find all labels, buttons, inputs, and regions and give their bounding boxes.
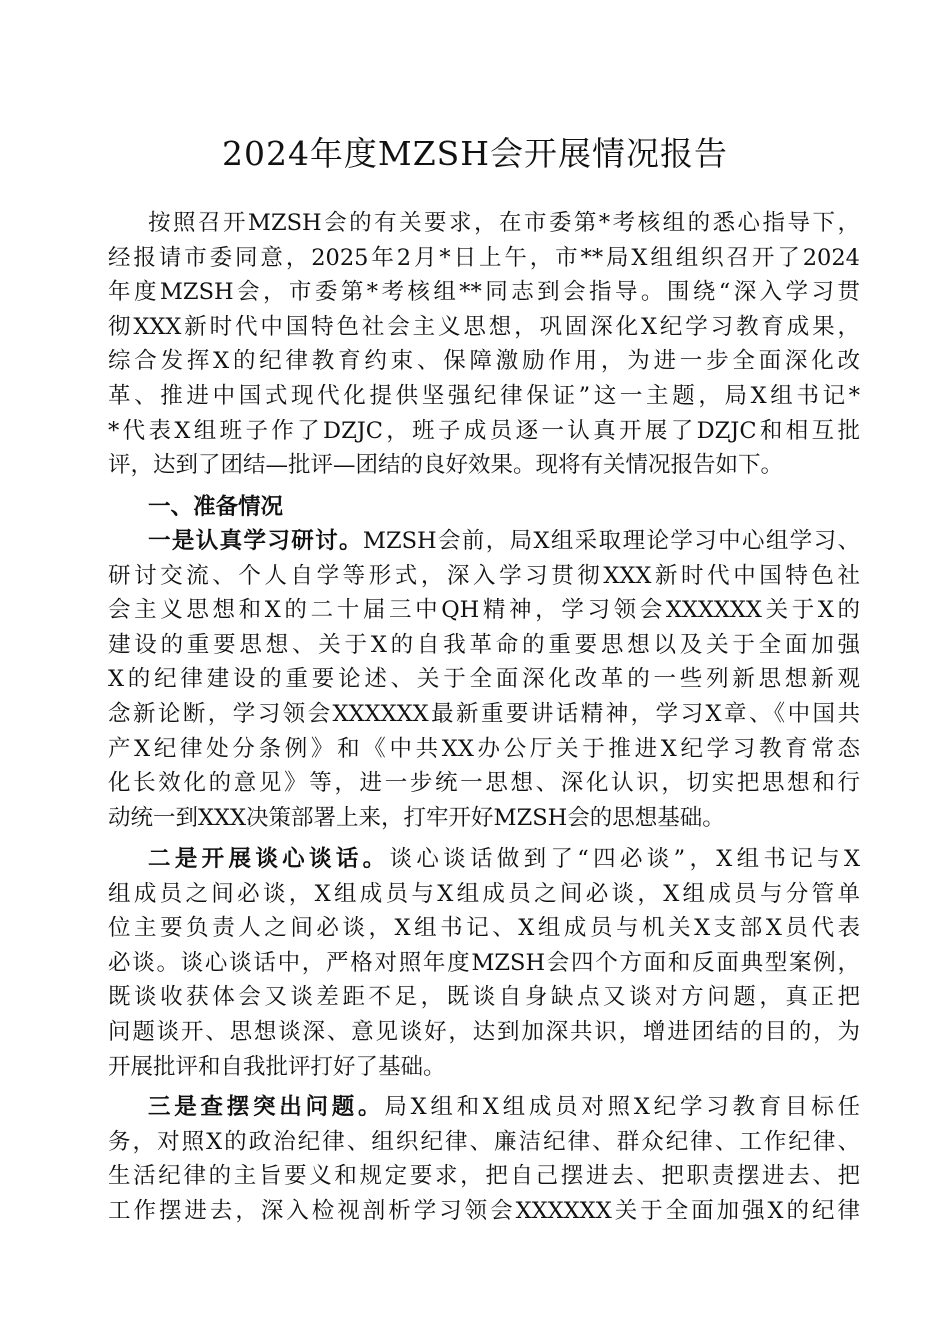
paragraph-line: 位主要负责人之间必谈，X组书记、X组成员与机关X支部X员代表: [108, 915, 860, 942]
paragraph-line: 生活纪律的主旨要义和规定要求，把自己摆进去、把职责摆进去、把: [108, 1163, 860, 1190]
paragraph-line: [108, 1090, 860, 1125]
paragraph-line: 组成员之间必谈，X组成员与X组成员之间必谈，X组成员与分管单: [108, 880, 860, 907]
paragraph-line: 评，达到了团结—批评—团结的良好效果。现将有关情况报告如下。: [108, 452, 784, 479]
paragraph-line: 产X纪律处分条例》和《中共XX办公厅关于推进X纪学习教育常态: [108, 735, 860, 762]
paragraph-line: 按照召开MZSH会的有关要求，在市委第*考核组的悉心指导下，: [148, 210, 860, 236]
section-heading-block: [108, 490, 860, 525]
paragraph-line: *代表X组班子作了DZJC，班子成员逐一认真开展了DZJC和相互批: [108, 417, 860, 444]
paragraph-line: 问题谈开、思想谈深、意见谈好，达到加深共识，增进团结的目的，为: [108, 1018, 860, 1045]
item-text: 谈心谈话做到了“四必谈”，X组书记与X: [389, 846, 860, 872]
paragraph-line: 会主义思想和X的二十届三中QH精神，学习领会XXXXXX关于X的: [108, 597, 860, 624]
paragraph-line: 综合发挥X的纪律教育约束、保障激励作用，为进一步全面深化改: [108, 348, 860, 375]
paragraph-line: 既谈收获体会又谈差距不足，既谈自身缺点又谈对方问题，真正把: [108, 984, 860, 1011]
item-paragraph-3: [108, 1090, 860, 1228]
intro-paragraph: [108, 206, 860, 483]
paragraph-line: 念新论断，学习领会XXXXXX最新重要讲话精神，学习X章、《中国共: [108, 700, 860, 727]
paragraph-line: [108, 842, 860, 877]
paragraph-line: X的纪律建设的重要论述、关于全面深化改革的一些列新思想新观: [108, 666, 860, 693]
paragraph-line: 工作摆进去，深入检视剖析学习领会XXXXXX关于全面加强X的纪律: [108, 1197, 860, 1224]
item-text: MZSH会前，局X组采取理论学习中心组学习、: [362, 528, 860, 554]
paragraph-line: 务，对照X的政治纪律、组织纪律、廉洁纪律、群众纪律、工作纪律、: [108, 1128, 860, 1155]
paragraph-line: 经报请市委同意，2025年2月*日上午，市**局X组组织召开了2024: [108, 244, 860, 271]
paragraph-line: 革、推进中国式现代化提供坚强纪律保证”这一主题，局X组书记*: [108, 382, 860, 409]
document-title: 2024年度MZSH会开展情况报告: [221, 134, 729, 173]
item-lead: 二是开展谈心谈话。: [148, 846, 390, 872]
item-text: 局X组和X组成员对照X纪学习教育目标任: [384, 1094, 860, 1120]
paragraph-line: 开展批评和自我批评打好了基础。: [108, 1053, 446, 1080]
item-lead: 一是认真学习研讨。: [148, 528, 363, 554]
paragraph-line: [108, 524, 860, 559]
paragraph-line: 年度MZSH会，市委第*考核组**同志到会指导。围绕“深入学习贯: [108, 279, 860, 306]
paragraph-line: 彻XXX新时代中国特色社会主义思想，巩固深化X纪学习教育成果，: [108, 313, 860, 340]
paragraph-line: 必谈。谈心谈话中，严格对照年度MZSH会四个方面和反面典型案例，: [108, 949, 860, 976]
item-paragraph-1: [108, 524, 860, 835]
paragraph-line: 动统一到XXX决策部署上来，打牢开好MZSH会的思想基础。: [108, 804, 725, 831]
section-heading: 一、准备情况: [148, 494, 284, 520]
item-lead: 三是查摆突出问题。: [148, 1094, 385, 1120]
item-paragraph-2: [108, 842, 860, 1084]
paragraph-line: 建设的重要思想、关于X的自我革命的重要思想以及关于全面加强: [108, 631, 860, 658]
paragraph-line: 研讨交流、个人自学等形式，深入学习贯彻XXX新时代中国特色社: [108, 562, 860, 589]
paragraph-line: 化长效化的意见》等，进一步统一思想、深化认识，切实把思想和行: [108, 770, 860, 797]
